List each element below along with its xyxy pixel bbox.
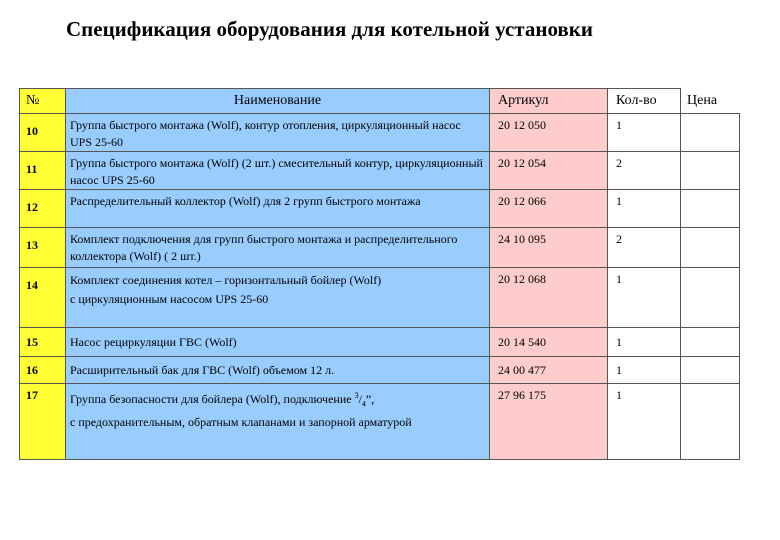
table-row <box>20 357 740 384</box>
row-name-text-b: ”, <box>365 392 375 406</box>
row-qty: 2 <box>608 152 681 190</box>
row-price <box>681 357 740 384</box>
row-name: Группа быстрого монтажа (Wolf) (2 шт.) смесительный контур, циркуляционный насос UPS 25-60 <box>66 152 490 190</box>
page-title: Спецификация оборудования для котельной установки <box>66 17 593 41</box>
table-row <box>20 384 740 460</box>
header-num: № <box>20 89 66 114</box>
row-article: 20 12 068 <box>490 268 608 328</box>
header-qty: Кол-во <box>608 89 681 114</box>
row-name-line-1: Комплект соединения котел – горизонтальный бойлер (Wolf) <box>70 273 382 287</box>
row-num: 13 <box>20 228 66 268</box>
row-article: 20 14 540 <box>490 328 608 357</box>
row-name: Комплект подключения для групп быстрого монтажа и распределительного коллектора (Wolf) ( 2 шт.) <box>66 228 490 268</box>
row-name <box>66 384 490 460</box>
row-num: 14 <box>20 268 66 328</box>
header-article: Артикул <box>490 89 608 114</box>
row-qty: 2 <box>608 228 681 268</box>
row-article: 27 96 175 <box>490 384 608 460</box>
row-article: 24 10 095 <box>490 228 608 268</box>
row-article: 20 12 054 <box>490 152 608 190</box>
table-header-row <box>20 89 740 114</box>
row-num: 15 <box>20 328 66 357</box>
fraction-numerator: 3 <box>354 391 359 400</box>
table-row <box>20 152 740 190</box>
row-price <box>681 384 740 460</box>
row-qty: 1 <box>608 190 681 228</box>
row-name-line-2: с предохранительным, обратным клапанами и запорной арматурой <box>70 415 412 430</box>
row-name-line-1: Группа безопасности для бойлера (Wolf), подключение $^3/_4$”, <box>70 391 375 409</box>
table-row <box>20 114 740 152</box>
row-qty: 1 <box>608 268 681 328</box>
row-num: 17 <box>20 384 66 460</box>
row-name-line-2: с циркуляционным насосом UPS 25-60 <box>70 292 269 306</box>
row-price <box>681 328 740 357</box>
row-qty: 1 <box>608 114 681 152</box>
table-row <box>20 190 740 228</box>
row-num: 11 <box>20 152 66 190</box>
row-name: Группа быстрого монтажа (Wolf), контур отопления, циркуляционный насос UPS 25-60 <box>66 114 490 152</box>
row-num: 10 <box>20 114 66 152</box>
header-price: Цена <box>687 92 718 108</box>
row-name <box>66 268 490 328</box>
header-name: Наименование <box>66 89 490 114</box>
row-name: Распределительный коллектор (Wolf) для 2 групп быстрого монтажа <box>66 190 490 228</box>
row-article: 24 00 477 <box>490 357 608 384</box>
equipment-table <box>19 88 740 460</box>
row-price <box>681 190 740 228</box>
table-row <box>20 228 740 268</box>
row-qty: 1 <box>608 328 681 357</box>
row-num: 16 <box>20 357 66 384</box>
table-row <box>20 268 740 328</box>
row-name: Насос рециркуляции ГВС (Wolf) <box>66 328 490 357</box>
row-price <box>681 228 740 268</box>
fraction-denominator: 4 <box>361 399 366 409</box>
row-article: 20 12 050 <box>490 114 608 152</box>
row-qty: 1 <box>608 384 681 460</box>
row-price <box>681 152 740 190</box>
row-name: Расширительный бак для ГВС (Wolf) объемом 12 л. <box>66 357 490 384</box>
row-article: 20 12 066 <box>490 190 608 228</box>
row-price <box>681 114 740 152</box>
row-num: 12 <box>20 190 66 228</box>
row-name-text-a: Группа безопасности для бойлера (Wolf), подключение <box>70 392 355 406</box>
row-price <box>681 268 740 328</box>
row-qty: 1 <box>608 357 681 384</box>
table-row <box>20 328 740 357</box>
